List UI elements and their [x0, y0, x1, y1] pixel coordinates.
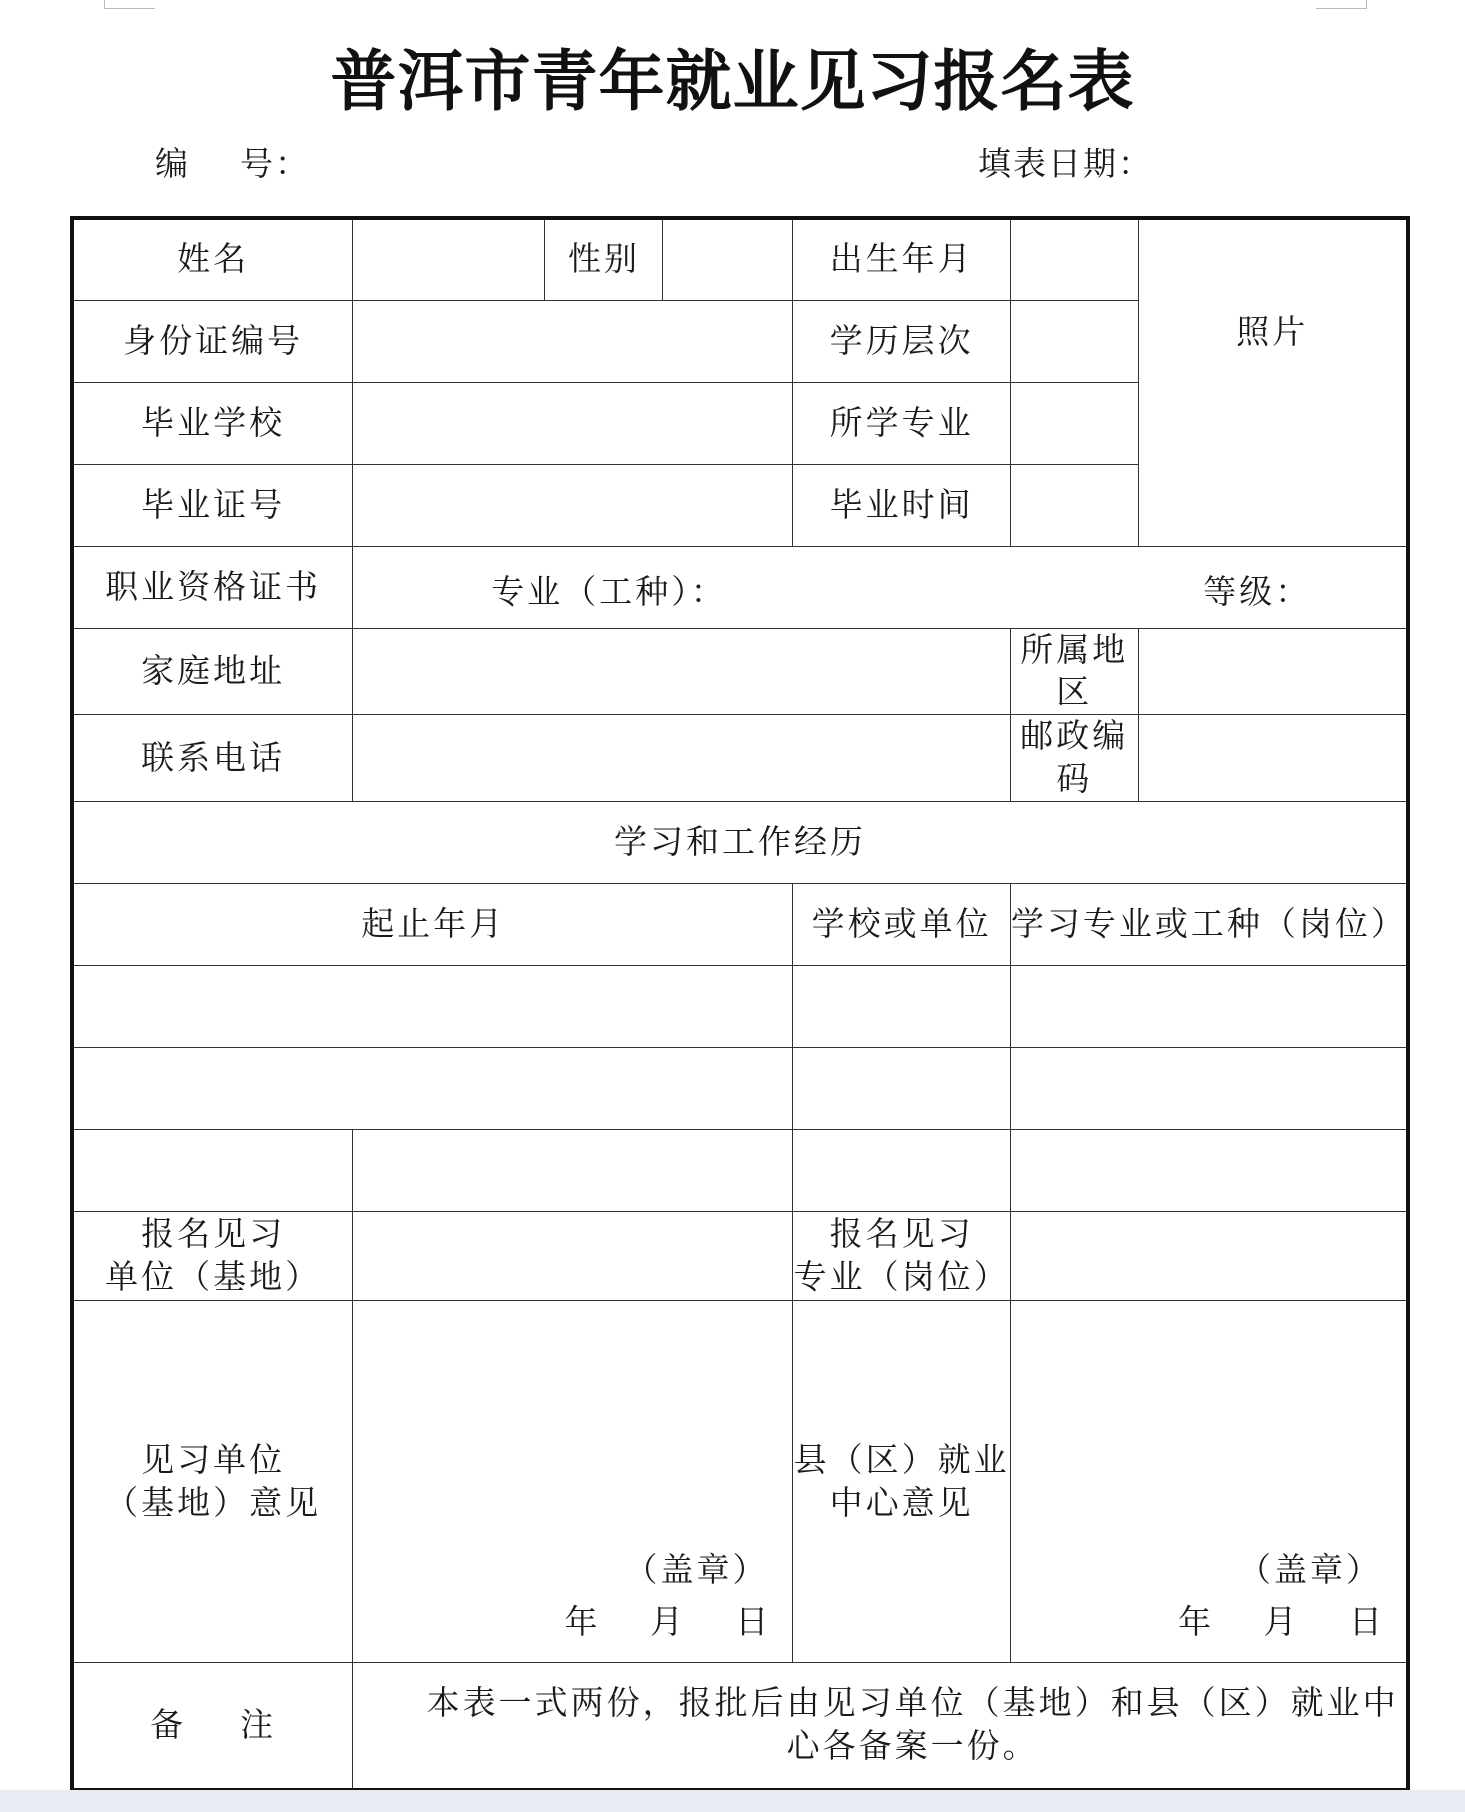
phone-field[interactable] — [353, 715, 1011, 802]
school-field[interactable] — [353, 382, 793, 464]
address-label: 家庭地址 — [72, 628, 353, 715]
cert-number-field[interactable] — [353, 464, 793, 546]
postcode-field[interactable] — [1138, 715, 1408, 802]
history-row-2-org[interactable] — [793, 1048, 1010, 1130]
photo-area[interactable] — [1138, 218, 1408, 546]
photo-label: 照片 — [1236, 312, 1309, 352]
page-corner-mark-left — [104, 0, 155, 9]
qualification-grade-label: 等级： — [1203, 571, 1312, 611]
qualification-major-label: 专业（工种）： — [491, 571, 727, 611]
region-label: 所属地区 — [1010, 628, 1138, 715]
unit-seal-label: （盖章） — [624, 1550, 769, 1590]
apply-post-label: 报名见习 专业（岗位） — [793, 1212, 1010, 1301]
county-date-label: 年 月 日 — [1178, 1602, 1382, 1642]
remarks-text: 本表一式两份，报批后由见习单位（基地）和县（区）就业中心各备案一份。 — [426, 1683, 1399, 1766]
gender-label: 性别 — [545, 218, 663, 300]
qualification-field[interactable] — [353, 546, 1408, 628]
page-corner-mark-right — [1316, 0, 1367, 9]
history-row-3-post[interactable] — [1010, 1130, 1408, 1212]
history-row-3-org[interactable] — [793, 1130, 1010, 1212]
education-field[interactable] — [1010, 300, 1138, 382]
county-opinion-field[interactable] — [1010, 1301, 1408, 1663]
remarks-label: 备 注 — [72, 1663, 353, 1790]
unit-opinion-field[interactable] — [353, 1301, 793, 1663]
history-row-2-post[interactable] — [1010, 1048, 1408, 1130]
phone-label: 联系电话 — [72, 715, 353, 802]
unit-opinion-label: 见习单位 （基地）意见 — [72, 1301, 353, 1663]
name-label: 姓名 — [72, 218, 353, 300]
history-row-2-period[interactable] — [72, 1048, 793, 1130]
apply-post-field[interactable] — [1010, 1212, 1408, 1301]
region-field[interactable] — [1138, 628, 1408, 715]
registration-form-table — [70, 216, 1410, 1792]
county-seal-label: （盖章） — [1238, 1550, 1382, 1590]
grad-time-label: 毕业时间 — [793, 464, 1010, 546]
history-section-title: 学习和工作经历 — [72, 802, 1408, 884]
birth-field[interactable] — [1010, 218, 1138, 300]
school-label: 毕业学校 — [72, 382, 353, 464]
apply-unit-label: 报名见习 单位（基地） — [72, 1212, 353, 1301]
gender-field[interactable] — [663, 218, 793, 300]
history-row-1-org[interactable] — [793, 966, 1010, 1048]
postcode-label: 邮政编码 — [1010, 715, 1138, 802]
history-row-3-period-end[interactable] — [353, 1130, 793, 1212]
history-row-1-post[interactable] — [1010, 966, 1408, 1048]
history-org-header: 学校或单位 — [793, 884, 1010, 966]
apply-unit-field[interactable] — [353, 1212, 793, 1301]
address-field[interactable] — [353, 628, 1011, 715]
fill-date-label: 填表日期： — [978, 144, 1153, 183]
qualification-label: 职业资格证书 — [72, 546, 353, 628]
name-field[interactable] — [353, 218, 545, 300]
major-field[interactable] — [1010, 382, 1138, 464]
history-row-3-period-start[interactable] — [72, 1130, 353, 1212]
grad-time-field[interactable] — [1010, 464, 1138, 546]
major-label: 所学专业 — [793, 382, 1010, 464]
cert-number-label: 毕业证号 — [72, 464, 353, 546]
remarks-field — [353, 1663, 1408, 1790]
window-bottom-strip — [0, 1790, 1465, 1812]
education-label: 学历层次 — [793, 300, 1010, 382]
history-row-1-period[interactable] — [72, 966, 793, 1048]
history-post-header: 学习专业或工种（岗位） — [1010, 884, 1408, 966]
county-opinion-label: 县（区）就业 中心意见 — [793, 1301, 1010, 1663]
form-title: 普洱市青年就业见习报名表 — [330, 42, 1135, 120]
id-number-label: 身份证编号 — [72, 300, 353, 382]
unit-date-label: 年 月 日 — [564, 1602, 769, 1642]
serial-number-label: 编 号： — [155, 144, 310, 183]
history-start-end-header: 起止年月 — [72, 884, 793, 966]
birth-label: 出生年月 — [793, 218, 1010, 300]
id-number-field[interactable] — [353, 300, 793, 382]
